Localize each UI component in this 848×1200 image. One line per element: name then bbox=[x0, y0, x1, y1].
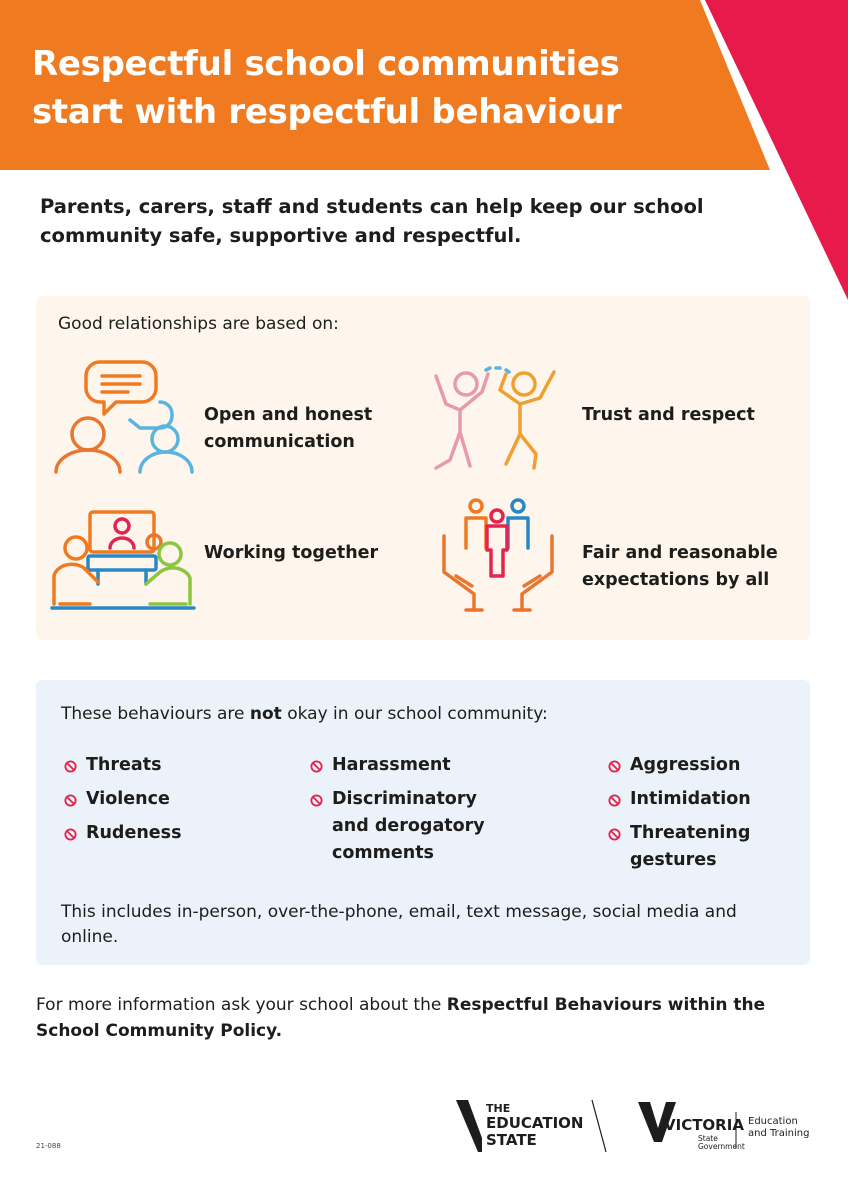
label-emphasis: not bbox=[249, 704, 282, 724]
quality-line: Trust and respect bbox=[582, 405, 755, 425]
logo-victoria-sub-1: State bbox=[698, 1134, 718, 1143]
behaviour-item-intimidation bbox=[608, 786, 751, 813]
behaviour-text: Discriminatory bbox=[332, 789, 477, 809]
intro-text: Parents, carers, staff and students can help keep our school community safe, supportive and respectful. bbox=[40, 195, 704, 247]
behaviour-text: Rudeness bbox=[86, 823, 182, 843]
label-text: These behaviours are bbox=[61, 704, 250, 724]
more-information-text bbox=[36, 992, 816, 1044]
quality-line: Fair and reasonable bbox=[582, 543, 778, 563]
good-relationships-label: Good relationships are based on: bbox=[58, 314, 339, 334]
unacceptable-behaviours-label bbox=[61, 704, 548, 724]
logo-victoria-name: VICTORIA bbox=[664, 1116, 744, 1134]
logo-line-2: EDUCATION bbox=[486, 1114, 584, 1132]
title-line-2: start with respectful behaviour bbox=[32, 92, 622, 132]
behaviour-item-threats bbox=[64, 752, 182, 779]
good-relationships-panel bbox=[36, 296, 810, 640]
label-text: okay in our school community: bbox=[281, 704, 548, 724]
behaviour-column-1 bbox=[64, 752, 182, 854]
behaviour-column-3 bbox=[608, 752, 751, 881]
prohibited-icon bbox=[64, 794, 77, 807]
channels-note: This includes in-person, over-the-phone, email, text message, social media and online. bbox=[61, 902, 737, 947]
quality-working-together bbox=[204, 540, 378, 567]
behaviour-item-harassment bbox=[310, 752, 485, 779]
logo-line-1: THE bbox=[486, 1102, 511, 1115]
quality-line: expectations by all bbox=[582, 570, 770, 590]
high-five-icon bbox=[426, 366, 566, 474]
prohibited-icon bbox=[310, 760, 323, 773]
info-text: For more information ask your school about the bbox=[36, 995, 447, 1015]
logo-line-3: STATE bbox=[486, 1131, 537, 1149]
education-state-logo bbox=[456, 1096, 616, 1156]
prohibited-icon bbox=[608, 828, 621, 841]
prohibited-icon bbox=[64, 828, 77, 841]
behaviour-text: and derogatory bbox=[332, 816, 485, 836]
behaviour-text: Aggression bbox=[630, 755, 741, 775]
conversation-icon bbox=[48, 354, 198, 476]
prohibited-icon bbox=[608, 794, 621, 807]
behaviour-item-aggression bbox=[608, 752, 751, 779]
behaviour-item-rudeness bbox=[64, 820, 182, 847]
document-code: 21-088 bbox=[36, 1142, 61, 1150]
quality-line: Working together bbox=[204, 543, 379, 563]
behaviour-text: Harassment bbox=[332, 755, 451, 775]
page-title bbox=[32, 40, 732, 136]
prohibited-icon bbox=[310, 794, 323, 807]
title-line-1: Respectful school communities bbox=[32, 44, 620, 84]
supporting-hands-icon bbox=[440, 496, 556, 614]
behaviour-text: comments bbox=[332, 843, 434, 863]
quality-trust-and-respect bbox=[582, 402, 755, 429]
prohibited-icon bbox=[64, 760, 77, 773]
behaviour-item-threatening-gestures bbox=[608, 820, 751, 874]
logo-department-line-2: and Training bbox=[748, 1128, 810, 1139]
quality-fair-reasonable-expectations bbox=[582, 540, 778, 594]
behaviour-text: Violence bbox=[86, 789, 170, 809]
prohibited-icon bbox=[608, 760, 621, 773]
meeting-icon bbox=[50, 508, 196, 614]
behaviour-column-2 bbox=[310, 752, 485, 874]
behaviour-item-discriminatory-comments bbox=[310, 786, 485, 867]
behaviour-text: Threatening bbox=[630, 823, 751, 843]
behaviour-text: gestures bbox=[630, 850, 717, 870]
quality-open-honest-communication bbox=[204, 402, 372, 456]
logo-department-line-1: Education bbox=[748, 1116, 798, 1127]
logo-victoria-sub-2: Government bbox=[698, 1142, 745, 1151]
quality-line: communication bbox=[204, 432, 355, 452]
unacceptable-behaviours-panel bbox=[36, 680, 810, 965]
victoria-state-government-logo bbox=[636, 1098, 816, 1154]
quality-line: Open and honest bbox=[204, 405, 373, 425]
behaviour-text: Intimidation bbox=[630, 789, 751, 809]
behaviour-item-violence bbox=[64, 786, 182, 813]
behaviour-text: Threats bbox=[86, 755, 162, 775]
policy-name: Respectful Behaviours within the School Community Policy. bbox=[36, 995, 766, 1041]
